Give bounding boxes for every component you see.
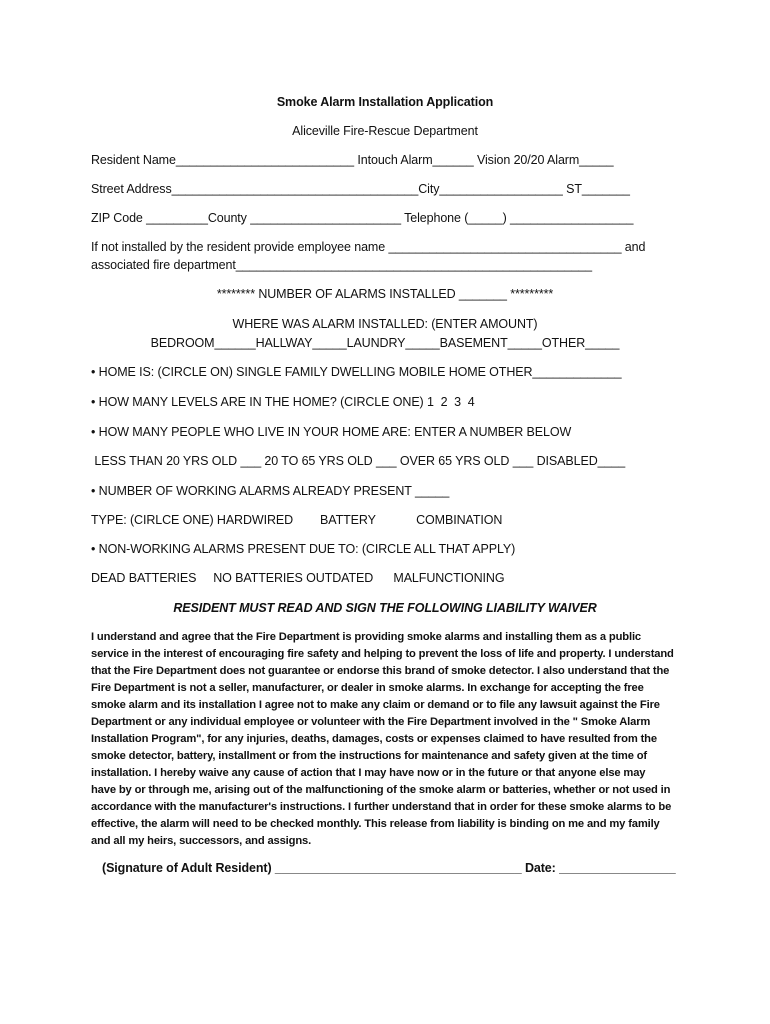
waiver-heading: RESIDENT MUST READ AND SIGN THE FOLLOWING LIABILITY WAIVER: [173, 601, 597, 615]
waiver-line: and all my heirs, successors, and assigns.: [91, 835, 312, 847]
alarms-installed-count: ******** NUMBER OF ALARMS INSTALLED _______ *********: [216, 287, 554, 301]
working-alarms-question: • NUMBER OF WORKING ALARMS ALREADY PRESENT _____: [91, 484, 450, 498]
home-type-question: • HOME IS: (CIRCLE ON) SINGLE FAMILY DWELLING MOBILE HOME OTHER_____________: [91, 365, 622, 379]
waiver-line: I understand and agree that the Fire Department is providing smoke alarms and installing them as a public: [91, 631, 641, 643]
non-working-reasons-line: DEAD BATTERIES NO BATTERIES OUTDATED MALFUNCTIONING: [91, 571, 505, 585]
alarm-type-line: TYPE: (CIRLCE ONE) HARDWIRED BATTERY COMBINATION: [91, 513, 503, 527]
waiver-line: Department or any individual employee or volunteer with the Fire Department involved in the " Smoke Alarm: [91, 716, 651, 728]
people-question: • HOW MANY PEOPLE WHO LIVE IN YOUR HOME ARE: ENTER A NUMBER BELOW: [91, 425, 572, 439]
waiver-line: accordance with the manufacturer's instructions. I further understand that in order for these smoke alarms to be: [91, 801, 672, 813]
zip-county-telephone-line: ZIP Code _________County ______________________ Telephone (_____) __________________: [91, 211, 634, 225]
waiver-line: Fire Department is not a seller, manufacturer, or dealer in smoke alarms. In exchange for accepting the free: [91, 682, 644, 694]
waiver-line: effective, the alarm will need to be checked monthly. This release from liability is binding on me and my family: [91, 818, 660, 830]
document-title: Smoke Alarm Installation Application: [276, 95, 494, 109]
room-locations-line: BEDROOM______HALLWAY_____LAUNDRY_____BASEMENT_____OTHER_____: [150, 336, 620, 350]
waiver-line: have by or through me, arising out of the malfunctioning of the smoke alarm or batteries, whether or not used in: [91, 784, 671, 796]
signature-line: (Signature of Adult Resident) ____________________________________ Date: _________________: [102, 861, 676, 875]
non-working-question: • NON-WORKING ALARMS PRESENT DUE TO: (CIRCLE ALL THAT APPLY): [91, 542, 516, 556]
fire-department-line: associated fire department____________________________________________________: [91, 258, 593, 272]
waiver-line: smoke alarm and its installation I agree not to make any claim or demand or to file any lawsuit against the Fire: [91, 699, 660, 711]
age-groups-line: LESS THAN 20 YRS OLD ___ 20 TO 65 YRS OLD ___ OVER 65 YRS OLD ___ DISABLED____: [91, 454, 626, 468]
resident-name-line: Resident Name__________________________ Intouch Alarm______ Vision 20/20 Alarm_____: [91, 153, 614, 167]
waiver-line: installation. I hereby waive any cause of action that I may have now or in the future or that anyone else may: [91, 767, 646, 779]
waiver-line: smoke detector, battery, installment or from the instructions for maintenance and safety given at the time of: [91, 750, 647, 762]
department-name: Aliceville Fire-Rescue Department: [292, 124, 478, 138]
waiver-line: Installation Program", for any injuries, deaths, damages, costs or expenses claimed to have resulted from the: [91, 733, 657, 745]
street-address-line: Street Address____________________________________City__________________ ST_______: [91, 182, 630, 196]
where-installed-heading: WHERE WAS ALARM INSTALLED: (ENTER AMOUNT): [232, 317, 538, 331]
waiver-line: service in the interest of encouraging fire safety and helping to prevent the loss of life and property. I understand: [91, 648, 674, 660]
waiver-line: that the Fire Department does not guarantee or endorse this brand of smoke detector. I also understand that the: [91, 665, 670, 677]
levels-question: • HOW MANY LEVELS ARE IN THE HOME? (CIRCLE ONE) 1 2 3 4: [91, 395, 475, 409]
employee-name-line: If not installed by the resident provide employee name __________________________________ and: [91, 240, 646, 254]
